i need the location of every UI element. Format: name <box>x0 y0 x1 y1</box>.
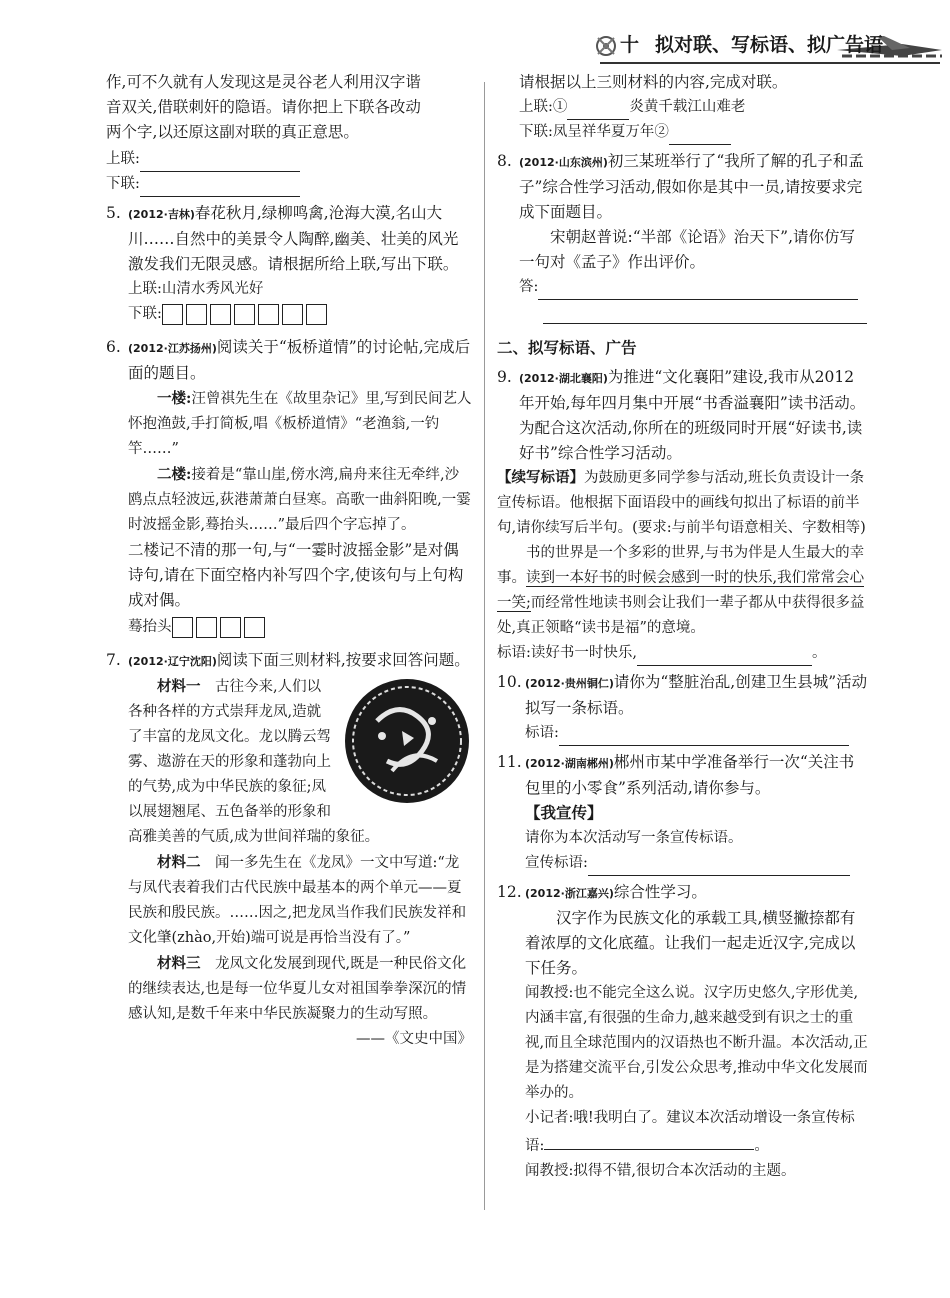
answer-box[interactable] <box>234 304 255 325</box>
material-text: 闻一多先生在《龙凤》一文中写道:“龙与凤代表着我们古代民族中最基本的两个单元——夏民族和殷民族。……因之,把龙凤当作我们民族发祥和文化肇(zhào,开始)端可说是再恰当没有了。” <box>128 855 467 946</box>
answer-box[interactable] <box>244 617 265 638</box>
chapter-number: 十 <box>620 34 640 56</box>
question-intro: 汉字作为民族文化的承载工具,横竖撇捺都有着浓厚的文化底蕴。让我们一起走近汉字,完成以下任务。 <box>525 909 856 977</box>
answer-box[interactable] <box>186 304 207 325</box>
upper-label: 上联: <box>106 151 140 167</box>
floor-label: 一楼: <box>157 390 192 407</box>
question-number: 9. <box>497 368 512 386</box>
material-label: 材料二 <box>157 854 201 871</box>
answer-box[interactable] <box>258 304 279 325</box>
material-label: 材料一 <box>157 678 201 695</box>
lower-label: 下联: <box>106 176 140 192</box>
column-divider <box>484 82 485 1210</box>
answer-boxes[interactable] <box>172 617 265 638</box>
dialogue-end: 。 <box>754 1138 769 1154</box>
question-text: 阅读关于“板桥道情”的讨论帖,完成后面的题目。 <box>128 338 471 382</box>
question-12 <box>497 880 869 1184</box>
floor-text: 汪曾祺先生在《故里杂记》里,写到民间艺人怀抱渔鼓,手打简板,唱《板桥道情》“老渔翁,一钓竿……” <box>128 391 472 457</box>
lower-blank[interactable] <box>669 126 731 145</box>
section-heading: 二、拟写标语、广告 <box>497 339 637 357</box>
question-number: 8. <box>497 152 512 170</box>
dialogue-line: 闻教授:也不能完全这么说。汉字历史悠久,字形优美,内涵丰富,有很强的生命力,越来越受到有识之士的重视,而且全球范围内的汉语热也不断升温。本次活动,正是为搭建交流平台,引发公众思考,推动中华文化发展而举办的。 <box>525 985 868 1101</box>
task-text: 为鼓励更多同学参与活动,班长负责设计一条宣传标语。他根据下面语段中的画线句拟出了标语的前半句,请你续写后半句。(要求:与前半句语意相关、字数相等) <box>497 470 866 536</box>
dragon-phoenix-emblem <box>342 676 472 806</box>
task-ask: 请你为本次活动写一条宣传标语。 <box>525 830 743 846</box>
question-11 <box>497 750 869 876</box>
question-text: 郴州市某中学准备举行一次“关注书包里的小零食”系列活动,请你参与。 <box>525 753 855 797</box>
question-number: 7. <box>106 651 121 669</box>
slogan-label: 宣传标语: <box>525 855 588 871</box>
given-upper: 上联:山清水秀风光好 <box>128 281 264 297</box>
question-text: 春花秋月,绿柳鸣禽,沧海大漠,名山大川……自然中的美景令人陶醉,幽美、壮美的风光激发我们无限灵感。请根据所给上联,写出下联。 <box>128 204 459 273</box>
question-source: (2012·湖北襄阳) <box>519 372 608 385</box>
dialogue-line: 闻教授:拟得不错,很切合本次活动的主题。 <box>525 1163 796 1179</box>
question-10 <box>497 670 869 746</box>
lower-label: 下联:凤呈祥华夏万年② <box>519 124 669 140</box>
answer-box[interactable] <box>220 617 241 638</box>
material-text: 古往今来,人们以各种各样的方式崇拜龙凤,造就了丰富的龙凤文化。龙以腾云驾雾、遨游在天的形象和蓬勃向上的气势,成为中华民族的象征;凤以展翅翘尾、五色备举的形象和高雅美善的气质,成为世间祥瑞的象征。 <box>128 679 380 845</box>
upper-text: 炎黄千载江山难老 <box>629 99 746 115</box>
answer-boxes[interactable] <box>162 304 327 325</box>
right-column <box>497 70 869 1184</box>
answer-blank-2[interactable] <box>543 322 867 324</box>
answer-box[interactable] <box>282 304 303 325</box>
answer-box[interactable] <box>172 617 193 638</box>
question-source: (2012·贵州铜仁) <box>525 677 614 690</box>
chapter-title <box>620 30 883 57</box>
page-header <box>0 0 950 78</box>
question-7 <box>106 648 472 1052</box>
upper-blank[interactable] <box>140 153 300 172</box>
lower-blank[interactable] <box>140 178 300 197</box>
paragraph-text: 书的世界是一个多彩的世界,与书为伴是人生最大的幸事。 <box>497 545 865 586</box>
question-number: 10. <box>497 673 522 691</box>
question-5 <box>106 201 472 327</box>
intro-line: 两个字,以还原这副对联的真正意思。 <box>106 123 359 141</box>
floor-label: 二楼: <box>157 466 192 483</box>
question-number: 6. <box>106 338 121 356</box>
question-text: 请你为“整脏治乱,创建卫生县城”活动拟写一条标语。 <box>525 673 868 717</box>
slogan-label: 标语: <box>525 725 559 741</box>
answer-box[interactable] <box>196 617 217 638</box>
slogan-blank[interactable] <box>637 647 812 666</box>
task-label: 【续写标语】 <box>497 470 584 486</box>
slogan-blank[interactable] <box>559 727 849 746</box>
dialogue-line: 小记者:哦!我明白了。建议本次活动增设一条宣传标语: <box>525 1110 855 1154</box>
question-source: (2012·山东滨州) <box>519 156 608 169</box>
question-text: 初三某班举行了“我所了解的孔子和孟子”综合性学习活动,假如你是其中一员,请按要求完成下面题目。 <box>519 152 864 221</box>
left-column <box>106 70 472 1052</box>
answer-box[interactable] <box>306 304 327 325</box>
prefix-text: 蓦抬头 <box>128 619 172 635</box>
chapter-name: 拟对联、写标语、拟广告语 <box>655 34 884 56</box>
question-text: 为推进“文化襄阳”建设,我市从2012年开始,每年四月集中开展“书香溢襄阳”读书活动。为配合这次活动,你所在的班级同时开展“好读书,读好书”综合性学习活动。 <box>519 368 866 462</box>
upper-blank[interactable] <box>567 101 629 120</box>
question-source: (2012·辽宁沈阳) <box>128 655 217 668</box>
answer-blank[interactable] <box>538 281 858 300</box>
answer-label: 答: <box>519 279 539 295</box>
intro-line: 作,可不久就有人发现这是灵谷老人利用汉字谐 <box>106 73 421 91</box>
answer-box[interactable] <box>210 304 231 325</box>
question-number: 5. <box>106 204 121 222</box>
task-label: 【我宣传】 <box>525 804 603 822</box>
header-rule <box>600 62 940 64</box>
slogan-blank[interactable] <box>588 857 850 876</box>
question-source: (2012·吉林) <box>128 208 195 221</box>
underlined-sentence: 读到一本好书的时候会感到一时的快乐,我们常常会心一笑; <box>497 570 865 611</box>
citation: ——《文史中国》 <box>356 1031 472 1047</box>
slogan-end: 。 <box>812 645 827 661</box>
question-ask: 二楼记不清的那一句,与“一霎时波摇金影”是对偶诗句,请在下面空格内补写四个字,使该句与上句构成对偶。 <box>128 541 464 609</box>
question-source: (2012·湖南郴州) <box>525 757 614 770</box>
question-number: 11. <box>497 753 522 771</box>
question-8 <box>497 149 869 324</box>
slogan-label: 标语:读好书一时快乐, <box>497 645 637 661</box>
question-text: 阅读下面三则材料,按要求回答问题。 <box>216 651 470 669</box>
upper-label: 上联:① <box>519 99 568 115</box>
material-text: 龙凤文化发展到现代,既是一种民俗文化的继续表达,也是每一位华夏儿女对祖国拳拳深沉的情感认知,是数千年来中华民族凝聚力的生动写照。 <box>128 956 467 1022</box>
question-9 <box>497 365 869 466</box>
question-text: 综合性学习。 <box>613 883 707 901</box>
question-number: 12. <box>497 883 522 901</box>
lower-label: 下联: <box>128 306 162 322</box>
question-6 <box>106 335 472 640</box>
floor-text: 接着是“靠山崖,傍水湾,扁舟来往无牵绊,沙鸥点点轻波远,荻港萧萧白昼寒。高歌一曲斜阳晚,一霎时波摇金影,蓦抬头……”最后四个字忘掉了。 <box>128 467 471 533</box>
material-label: 材料三 <box>157 955 201 972</box>
question-source: (2012·浙江嘉兴) <box>525 887 614 900</box>
q7-continued: 请根据以上三则材料的内容,完成对联。 <box>519 73 788 91</box>
question-body: 宋朝赵普说:“半部《论语》治天下”,请你仿写一句对《孟子》作出评价。 <box>519 228 855 271</box>
answer-box[interactable] <box>162 304 183 325</box>
slogan-blank[interactable] <box>544 1131 754 1150</box>
intro-line: 音双关,借联刺奸的隐语。请你把上下联各改动 <box>106 98 421 116</box>
question-source: (2012·江苏扬州) <box>128 342 217 355</box>
paragraph-text: 而经常性地读书则会让我们一辈子都从中获得很多益处,真正领略“读书是福”的意境。 <box>497 595 865 636</box>
